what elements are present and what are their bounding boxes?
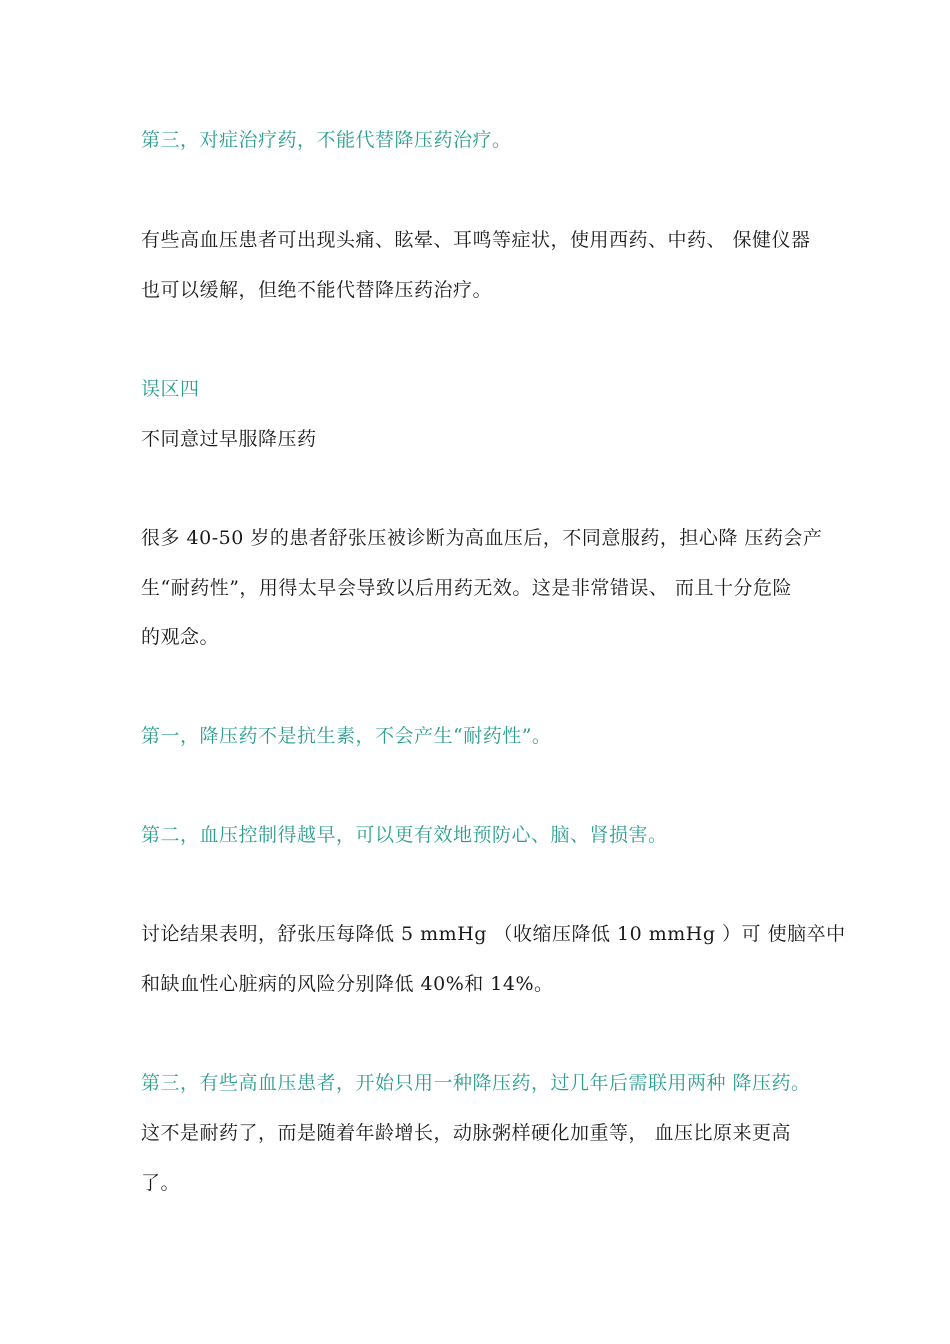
point-first: 第一，降压药不是抗生素，不会产生“耐药性”。 bbox=[141, 725, 552, 747]
paragraph-line: 的观念。 bbox=[141, 626, 220, 648]
point-third: 第三，有些高血压患者，开始只用一种降压药，过几年后需联用两种 降压药。 bbox=[141, 1072, 811, 1094]
paragraph-line: 生“耐药性”，用得太早会导致以后用药无效。这是非常错误、 而且十分危险 bbox=[141, 577, 792, 599]
paragraph-line: 也可以缓解，但绝不能代替降压药治疗。 bbox=[141, 279, 493, 301]
paragraph-line: 有些高血压患者可出现头痛、眩晕、耳鸣等症状，使用西药、中药、 保健仪器 bbox=[141, 229, 811, 251]
section-heading-third: 第三，对症治疗药，不能代替降压药治疗。 bbox=[141, 129, 512, 151]
paragraph-line: 这不是耐药了，而是随着年龄增长，动脉粥样硬化加重等， 血压比原来更高 bbox=[141, 1122, 792, 1144]
point-second: 第二，血压控制得越早，可以更有效地预防心、脑、肾损害。 bbox=[141, 824, 668, 846]
paragraph-line: 很多 40-50 岁的患者舒张压被诊断为高血压后，不同意服药，担心降 压药会产 bbox=[141, 527, 823, 549]
myth-label: 误区四 bbox=[141, 378, 200, 400]
paragraph-line: 和缺血性心脏病的风险分别降低 40%和 14%。 bbox=[141, 973, 554, 995]
myth-title: 不同意过早服降压药 bbox=[141, 428, 317, 450]
paragraph-line: 了。 bbox=[141, 1172, 181, 1194]
paragraph-line: 讨论结果表明，舒张压每降低 5 mmHg （收缩压降低 10 mmHg ）可 使脑卒中 bbox=[141, 923, 846, 945]
